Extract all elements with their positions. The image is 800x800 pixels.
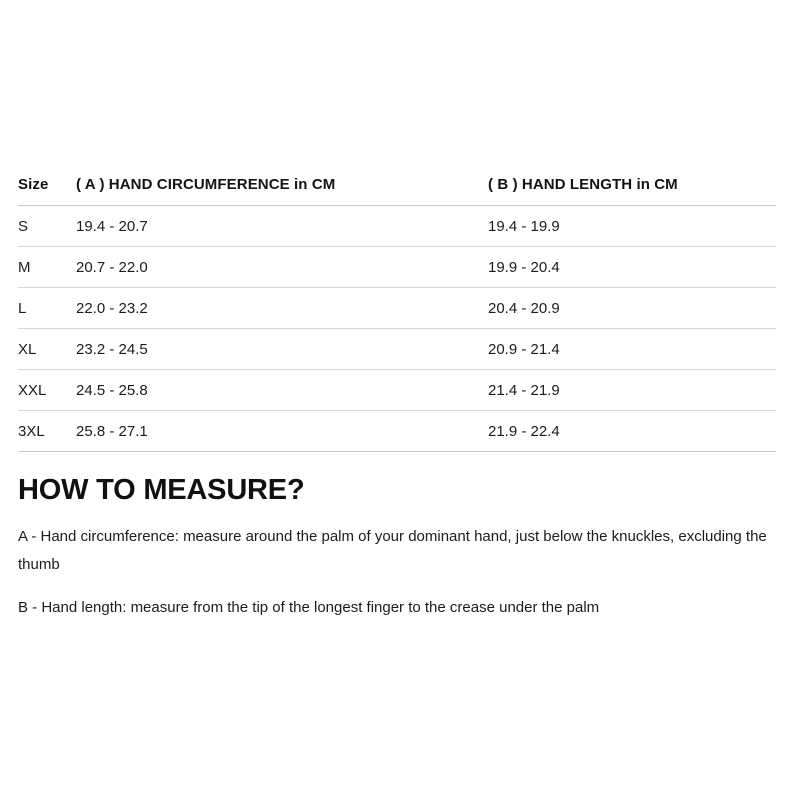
table-row <box>18 247 776 288</box>
cell-hand-circumference: 24.5 - 25.8 <box>74 370 486 411</box>
cell-hand-circumference: 20.7 - 22.0 <box>74 247 486 288</box>
table-row <box>18 411 776 452</box>
table-row <box>18 288 776 329</box>
measure-instructions <box>18 523 776 622</box>
cell-hand-length: 21.9 - 22.4 <box>486 411 776 452</box>
table-body <box>18 206 776 452</box>
size-chart-table <box>18 176 776 452</box>
cell-size: L <box>18 288 74 329</box>
column-header-hand-length: ( B ) HAND LENGTH in CM <box>486 176 776 206</box>
measure-note-b: B - Hand length: measure from the tip of the longest finger to the crease under the palm <box>18 599 600 616</box>
column-header-hand-circumference: ( A ) HAND CIRCUMFERENCE in CM <box>74 176 486 206</box>
cell-hand-length: 20.9 - 21.4 <box>486 329 776 370</box>
cell-hand-length: 19.4 - 19.9 <box>486 206 776 247</box>
cell-hand-length: 21.4 - 21.9 <box>486 370 776 411</box>
cell-hand-circumference: 19.4 - 20.7 <box>74 206 486 247</box>
table-row <box>18 370 776 411</box>
cell-hand-circumference: 22.0 - 23.2 <box>74 288 486 329</box>
table-header-row <box>18 176 776 206</box>
cell-hand-length: 19.9 - 20.4 <box>486 247 776 288</box>
cell-hand-circumference: 23.2 - 24.5 <box>74 329 486 370</box>
table-row <box>18 206 776 247</box>
table-row <box>18 329 776 370</box>
table-header <box>18 176 776 206</box>
cell-size: M <box>18 247 74 288</box>
cell-size: XXL <box>18 370 74 411</box>
measure-note-a: A - Hand circumference: measure around the palm of your dominant hand, just below the knuckles, excluding the thumb <box>18 528 767 573</box>
cell-size: XL <box>18 329 74 370</box>
cell-size: 3XL <box>18 411 74 452</box>
cell-size: S <box>18 206 74 247</box>
how-to-measure-title: HOW TO MEASURE? <box>18 474 305 506</box>
cell-hand-length: 20.4 - 20.9 <box>486 288 776 329</box>
column-header-size: Size <box>18 176 74 206</box>
cell-hand-circumference: 25.8 - 27.1 <box>74 411 486 452</box>
